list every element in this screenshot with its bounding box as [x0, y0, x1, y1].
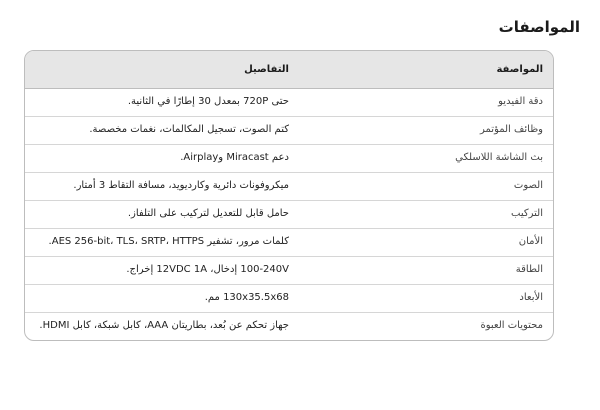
spec-detail: ميكروفونات دائرية وكارديويد، مسافة التقاط 3 أمتار.	[25, 173, 299, 201]
table-row	[25, 117, 553, 145]
spec-name: الصوت	[299, 173, 553, 201]
spec-name: بث الشاشة اللاسلكي	[299, 145, 553, 173]
table-header-row	[25, 51, 553, 89]
spec-detail: حامل قابل للتعديل لتركيب على التلفاز.	[25, 201, 299, 229]
spec-detail: حتى 720P بمعدل 30 إطارًا في الثانية.	[25, 89, 299, 117]
table-row	[25, 285, 553, 313]
table-row	[25, 257, 553, 285]
table-row	[25, 145, 553, 173]
spec-name: التركيب	[299, 201, 553, 229]
spec-detail: 130x35.5x68 مم.	[25, 285, 299, 313]
page-title: المواصفات	[498, 18, 580, 36]
table-row	[25, 173, 553, 201]
spec-name: الطاقة	[299, 257, 553, 285]
spec-detail: كتم الصوت، تسجيل المكالمات، نغمات مخصصة.	[25, 117, 299, 145]
spec-name: الأمان	[299, 229, 553, 257]
column-header-spec: المواصفة	[299, 51, 553, 89]
spec-detail: دعم Miracast وAirplay.	[25, 145, 299, 173]
spec-name: الأبعاد	[299, 285, 553, 313]
spec-detail: 100-240V إدخال، 12VDC 1A إخراج.	[25, 257, 299, 285]
spec-name: وظائف المؤتمر	[299, 117, 553, 145]
specs-table	[24, 50, 554, 341]
spec-name: محتويات العبوة	[480, 320, 543, 331]
table-row	[25, 229, 553, 257]
table-row	[25, 313, 553, 340]
spec-detail: جهاز تحكم عن بُعد، بطاريتان AAA، كابل شبكة، كابل HDMI.	[39, 320, 289, 331]
table-row	[25, 89, 553, 117]
table-row	[25, 201, 553, 229]
spec-detail: كلمات مرور، تشفير AES 256-bit، TLS، SRTP، HTTPS.	[25, 229, 299, 257]
column-header-details: التفاصيل	[25, 51, 299, 89]
spec-name: دقة الفيديو	[299, 89, 553, 117]
